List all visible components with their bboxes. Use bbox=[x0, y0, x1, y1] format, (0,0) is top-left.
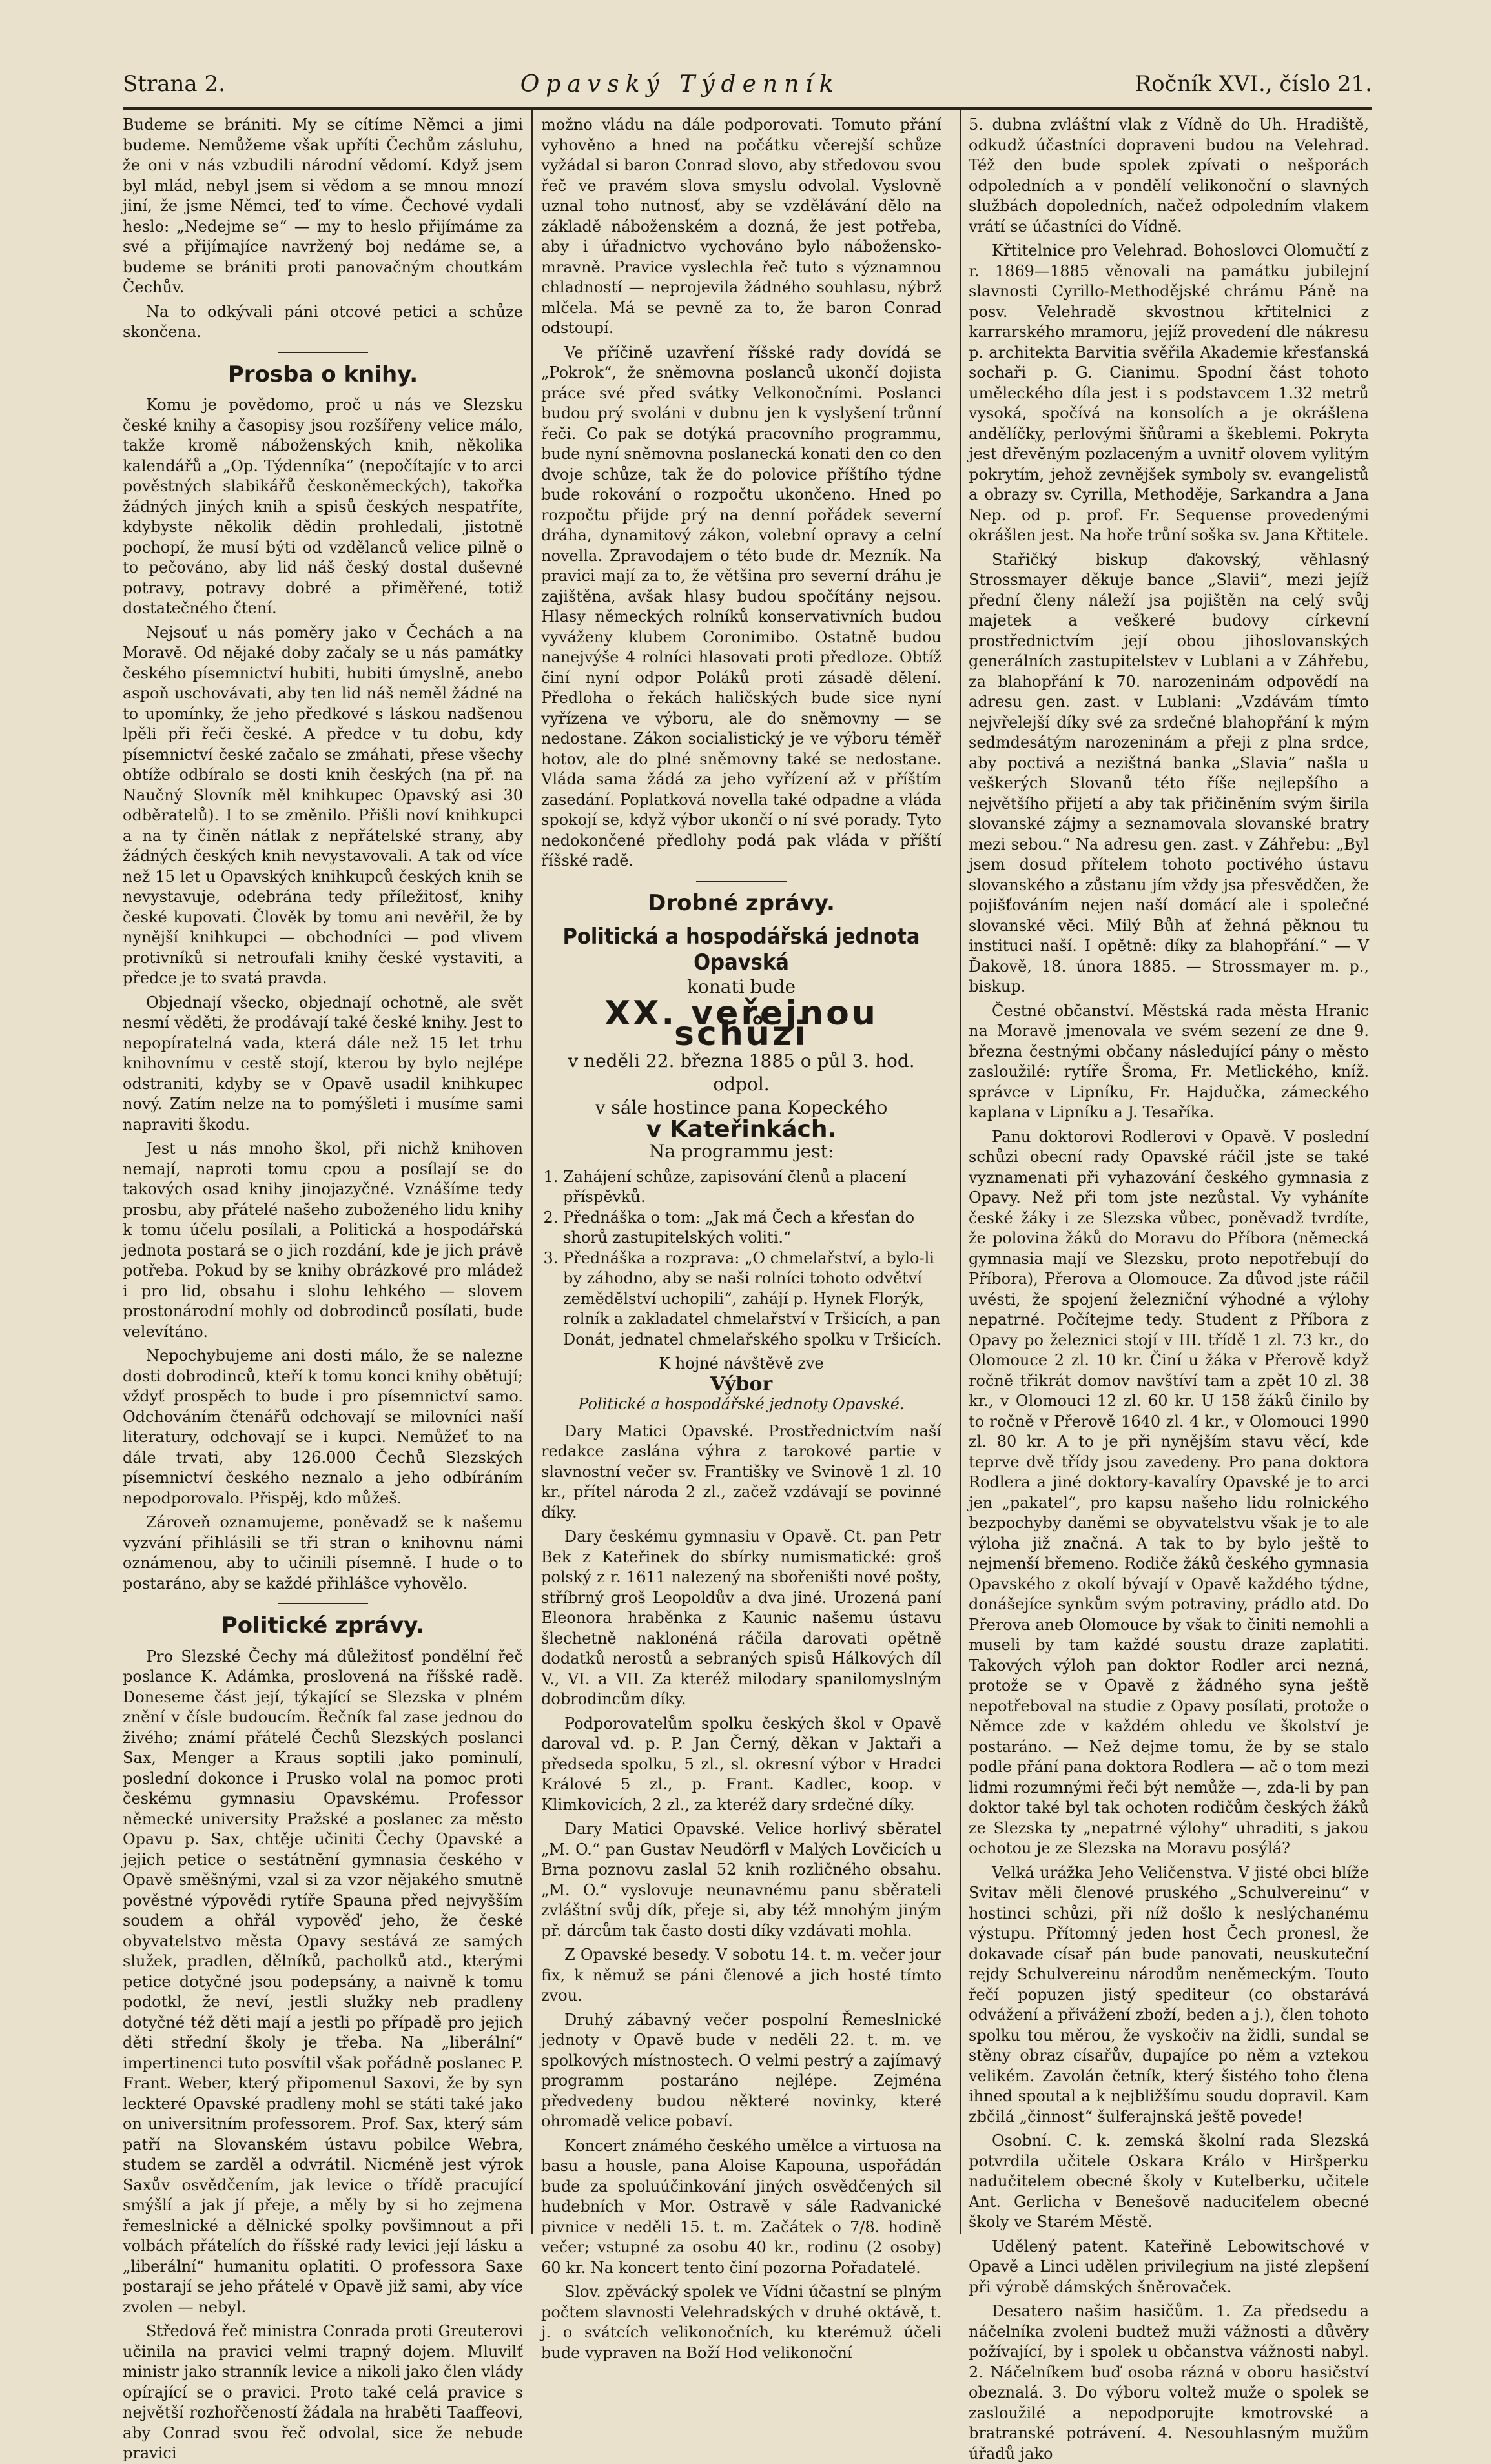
meeting-announcement bbox=[541, 924, 941, 1415]
column-1 bbox=[123, 115, 523, 2462]
section-heading-politicke: Politické zprávy. bbox=[221, 1613, 425, 1638]
column-2 bbox=[541, 115, 941, 2362]
article-paragraph: Budeme se brániti. My se cítíme Němci a jimi budeme. Nemůžeme však upříti Čechům zásluhu, že oni v nás vzbudili národní vědomí. Když jsem byl mlád, nebyl jsem si vědom a se mnou mnozí jiní, že jsme Němci, teď to víme. Čechové vydali heslo: „Nedejme se“ — my to heslo přijímáme za své a přijímajíce navržený boj nedáme se, a budeme se brániti proti panovačným choutkám Čechův. bbox=[123, 116, 523, 296]
announcement-date: v neděli 22. března 1885 o půl 3. hod. odpol. bbox=[568, 1050, 915, 1095]
article-paragraph: Komu je povědomo, proč u nás ve Slezsku české knihy a časopisy jsou rozšířeny velice málo, takže kromě náboženských knih, několika kalendářů a „Op. Týdenníka“ (nepočítajíc v to arci pověstných slabikářů českoněmeckých), takořka žádných jiných knih a spisů českých nespatříte, kdybyste několik dědin prohledali, jistotně pochopí, že musí býti od vzdělanců velice pilně o to pečováno, aby lid náš český dostal duševné potravy, potravy dobré a přiměřené, totiž dostatečného čtení. bbox=[123, 396, 523, 617]
section-divider bbox=[278, 352, 368, 353]
list-item: 1. Zahájení schůze, zapisování členů a placení příspěvků. bbox=[563, 1167, 941, 1208]
column-divider-1 bbox=[531, 110, 533, 2234]
column-3 bbox=[969, 115, 1369, 2463]
page-number: Strana 2. bbox=[123, 71, 225, 97]
issue-info: Ročník XVI., číslo 21. bbox=[1135, 71, 1372, 97]
news-item: 5. dubna zvláštní vlak z Vídně do Uh. Hradiště, odkudž účastníci dopraveni budou na Velehrad. Též den bude spolek zpívati o nešporách odpoledních a v pondělí velikonoční o slavných službách dopoledních, načež odpoledním vlakem vrátí se účastníci do Vídně. bbox=[969, 116, 1369, 236]
article-paragraph: Zároveň oznamujeme, poněvadž se k našemu vyzvání přihlásili se tři stran o knihovnu námi oznámenou, aby to učinili písemně. I hude o to postaráno, aby se každé přihlášce vyhovělo. bbox=[123, 1513, 523, 1593]
announcement-place: v Kateřinkách. bbox=[646, 1116, 837, 1143]
list-item: 3. Přednáška a rozprava: „O chmelařství, a bylo-li by záhodno, aby se naši rolníci tohoto odvětví zemědělství uchopili“, zahájí p. Hynek Florýk, rolník a zakladatel chmelařství v Tršicích, a pan Donát, jednatel chmelařského spolku v Tršicích. bbox=[563, 1248, 941, 1350]
news-item: Osobní. C. k. zemská školní rada Slezská potvrdila učitele Oskara Králo v Hiršperku nadučitelem obecné školy v Kutelberku, učitele Ant. Gerlicha v Benešově naduciťelem obecné školy ve Starém Městě. bbox=[969, 2132, 1369, 2231]
header-rule bbox=[123, 107, 1372, 110]
article-paragraph: Ve příčině uzavření říšské rady dovídá se „Pokrok“, že sněmovna poslanců ukončí dojista práce své před svátky Velkonočními. Poslanci budou prý svoláni v dubnu jen k vyslyšení trůnní řeči. Co pak se dotýká pracovního programmu, bude nyní sněmovna poslanecká konati den co den dvoje schůze, tak že do polovice příštího týdne bude rokování o rozpočtu ukončeno. Hned po rozpočtu přijde prý na denní pořádek severní dráha, dynamitový zákon, volební opravy a celní novella. Zpravodajem o této bude dr. Mezník. Na pravici mají za to, že většina pro severní dráhu je zajištěna, avšak hlasy budou spočítány nejsou. Hlasy německých rolníků konservativních budou vyváženy klubem Coronimibo. Ostatně budou nanejvýše 4 rolníci hlasovati proti předloze. Obtíž činí nyní odpor Poláků proti zásadě dělení. Předloha o řekách haličských bude sice nyní vyřízena ve výboru, ale do sněmovny — se nedostane. Zákon socialistický je ve výboru téměř hotov, ale do plné sněmovny také se nedostane. Vláda sama žádá za jeho vyřízení až v příštím zasedání. Poplatková novella také odpadne a vláda spokojí se, když výbor ukončí o ní své porady. Tyto nedokončené předlohy podá pak vláda v příští říšské radě. bbox=[541, 343, 941, 870]
news-item: Křtitelnice pro Velehrad. Bohoslovci Olomučtí z r. 1869—1885 věnovali na památku jubilejní slavnosti Cyrillo-Methodějské chrámu Páně na posv. Velehradě skvostnou křtitelnici z karrarského mramoru, jejíž provedení dle nákresu p. architekta Barvitia svěřila Akademie křesťanská sochaři p. G. Cianimu. Spodní část tohoto uměleckého díla jest i s podstavcem 1.32 metrů vysoká, spočívá na konsolích a je okrášlena andělíčky, perlovými šňůrami a škeblemi. Pokryta jest dřevěným pozlaceným a uvnitř olovem vylitým pokrytím, jehož zevnějšek symboly sv. evangelistů a obrazy sv. Cyrilla, Methoděje, Sarkandra a Jana Nep. od p. prof. Fr. Sequense provedenými okrášlen jest. Na hoře trůní soška sv. Jana Křtitele. bbox=[969, 241, 1369, 544]
announcement-signature-org: Politické a hospodářské jednoty Opavské. bbox=[578, 1395, 905, 1413]
section-heading-prosba: Prosba o knihy. bbox=[227, 361, 418, 387]
announcement-venue: v sále hostince pana Kopeckého bbox=[595, 1097, 888, 1118]
news-item: Dary Matici Opavské. Velice horlivý sběratel „M. O.“ pan Gustav Neudörfl v Malých Lovčicích u Brna poznovu zaslal 52 knih rozličného obsahu. „M. O.“ vyslovuje neunavnému panu sběrateli zvláštní svůj dík, přeje si, aby též mnohým jiným př. dárcům tak často dosti díky vzdávati mohla. bbox=[541, 1820, 941, 1940]
announcement-text: konati bude bbox=[686, 976, 796, 997]
page-header bbox=[123, 65, 1372, 103]
article-paragraph: Pro Slezské Čechy má důležitosť pondělní řeč poslance K. Adámka, proslovená na říšské radě. Doneseme část její, týkající se Slezska v plném znění v čísle budoucím. Řečník fal zase jednou do živého; známí přátelé Čechů Slezských poslanci Sax, Menger a Kraus soptili jako pominulí, poslední dokonce i Prusko volal na pomoc proti českému gymnasiu Opavskému. Professor německé university Pražské a poslanec za město Opavu p. Sax, chtěje učiniti Čechy Opavské a jejich petice o sestátnění gymnasia českého v Opavě směšnými, vzal si za vzor nějakého smutně pověstné výpovědi rytíře Spauna před nejvyšším soudem a ohřál vypověď jeho, že české obyvatelstvo města Opavy sestává ze samých služek, pradlen, dělníků, pacholků atd., kterými petice dotyčné jsou podepsány, a naivně k tomu podotkl, že neví, jestli služky neb pradleny dotyčné též děti mají a jestli po případě pro jejich děti střední školy je třeba. Na „liberální“ impertinenci tuto posvítil však pořádně poslanec P. Frant. Weber, který připomenul Saxovi, že by syn leckteré Opavské pradleny mohl se státi také jako on universitním professorem. Prof. Sax, který sám patří na Slovanském ústavu pobilce Webra, studem se zarděl a odvrátil. Nicméně jest výrok Saxův osvědčením, jak levice o třídě pracující smýšlí a jak jí přeje, a měly by si ho zejmena řemeslnické a dělnické spolky povšimnout a při volbách přátelích do říšské rady levici její lásku a „liberální“ humanitu oplatiti. O professora Saxe postarají se jeho přátelé v Opavě již sami, aby více zvolen — nebyl. bbox=[123, 1647, 523, 2316]
news-item: Panu doktorovi Rodlerovi v Opavě. V poslední schůzi obecní rady Opavské ráčil jste se také vyznamenati při vyhazování českého gymnasia z Opavy. Než při tom jste nezůstal. Vy vyháníte české žáky i ze Slezska vůbec, poněvadž tvrdíte, že polovina žáků do Moravu do Příbora (německá gymnasia mají ve Slezsku, proto nepotřebují do Příbora), Přerova a Olomouce. Za důvod jste ráčil uvésti, že spojení železniční výhodné a výlohy nepatrné. Počítejme tedy. Student z Příbora z Opavy po železnici stojí v III. třídě 1 zl. 73 kr., do Olomouce 2 zl. 10 kr. Činí u žáka v Přerově když ročně třikrát domov navštíví tam a zpět 10 zl. 38 kr., v Olomouci 12 zl. 60 kr. U 158 žáků činilo by to ročně v Přerově 1640 zl. 4 kr., v Olomouci 1990 zl. 80 kr. A to je při nynějším stavu věcí, kde teprve dvě třídy jsou zavedeny. Pro pana doktora Rodlera a jiné doktory-kavalíry Opavské je to arci jen „pakatel“, pro kapsu našeho lidu rolnického bezpochyby daněmi se obyvatelstvu však je to ale výloha již značná. A tak to by bylo ještě to nejmenší břemeno. Rodiče žáků českého gymnasia Opavského z okolí bývají v Opavě každého týdne, donášejíce synkům svým potraviny, prádlo atd. Do Přerova aneb Olomouce by však to činiti nemohli a museli by tam každé soustu draze zaplatiti. Takových výloh pan doktor Rodler arci nezná, protože se v Opavě z žádného syna ještě nepotřeboval na studie z Opavy posílati, protože o Němce zde v každém ohledu ve školství je postaráno. — Než dejme tomu, že by se stalo podle přání pana doktora Rodlera — ač o tom mezi lidmi rozumnými řeči být nemůže —, zda-li by pan doktor také byl tak ochoten rodičům českých žáků ze Slezska ty „nepatrné výlohy“ uhraditi, s jakou ochotou je ze Slezska na Moravu posýlá? bbox=[969, 1127, 1369, 1857]
programme-heading: Na programmu jest: bbox=[648, 1140, 834, 1162]
article-paragraph: Středová řeč ministra Conrada proti Greuterovi učinila na pravici velmi trapný dojem. Mluvilť ministr jako stranník levice a nikoli jako člen vlády opírající se o pravici. Proto také celá pravice s největší rozhořčeností žádala na hraběti Taaffeovi, aby Conrad svou řeč odvolal, sice že nebude pravici bbox=[123, 2322, 523, 2462]
article-paragraph: možno vládu na dále podporovati. Tomuto přání vyhověno a hned na počátku včerejší schůze vyžádal si baron Conrad slovo, aby středovou svou řeč ve pravém slova smyslu odvolal. Vyslovně uznal toho nutnosť, aby se vzdělávání dělo na základě náboženském a dozná, že jest potřeba, aby i úřadnictvo vychováno bylo nábožensko-mravně. Pravice vyslechla řeč tuto s významnou chladností — neprojevila žádného souhlasu, nýbrž mlčela. Má se pevně za to, že baron Conrad odstoupí. bbox=[541, 116, 941, 337]
news-item: Stařičký biskup ďakovský, věhlasný Strossmayer děkuje bance „Slavii“, mezi jejíž přední členy náleží jsa pojištěn na celý svůj majetek a veškeré budovy církevní prostřednictvím její obou jihoslovanských generálních zastupitelstev v Lublani a v Záhřebu, za blahopřání k 70. narozeninám odpovědí na adresu gen. zast. v Lublani: „Vzdávám tímto nejvřelejší díky své za srdečné blahopřání k mým sedmdesátým narozeninám a přeji z plna srdce, aby poctivá a nezištná banka „Slavia“ našla u veškerých Slovanů této říše nejlepšího a největšího přijetí a aby tak přičiněním svým širila slovanské zájmy a seznamovala slovanské bratry mezi sebou.“ Na adresu gen. zast. v Záhřebu: „Byl jsem dosud přítelem tohoto poctivého ústavu slovanského a zůstanu jím vždy jsa přesvědčen, že pojišťováním nejen naší domácí ale i společné slovanské věci. Milý Bůh ať žehná pěknou tu instituci naší. I opětně: díky za blahopřání.“ — V Ďakově, 18. února 1885. — Strossmayer m. p., biskup. bbox=[969, 550, 1369, 995]
list-item: 2. Přednáška o tom: „Jak má Čech a křesťan do shorů zastupitelských voliti.“ bbox=[563, 1208, 941, 1248]
news-item: Dary českému gymnasiu v Opavě. Ct. pan Petr Bek z Kateřinek do sbírky numismatické: groš polský z r. 1611 nalezený na sbořeništi nové pošty, stříbrný groš Leopoldův a dva jiné. Urozená paní Eleonora hraběnka z Kaunic našemu ústavu šlechetně naklonéná ráčila darovati opětně dodatků nerostů a sebraných spisů Hálkových díl V., VI. a VII. Za kteréž milodary spanilomyslným dobrodincům díky. bbox=[541, 1527, 941, 1708]
news-item: Čestné občanství. Městská rada města Hranic na Moravě jmenovala ve svém sezení ze dne 9. března čestnými občany následující pány o město zasloužilé: rytíře Šroma, Fr. Metlického, kníž. správce v Lipníku, Fr. Hajdučka, zámeckého kaplana v Lipníku a J. Tesaříka. bbox=[969, 1001, 1369, 1121]
announcement-headline: XX. veřejnou schůzi bbox=[604, 994, 878, 1054]
newspaper-title: Opavský Týdenník bbox=[520, 70, 840, 97]
announcement-signature: Výbor bbox=[710, 1372, 773, 1396]
news-item: Desatero našim hasičům. 1. Za předsedu a náčelníka zvoleni budtež muži vážnosti a důvěry požívající, by i spolek u občanstva vážnosti nabyl. 2. Náčelníkem buď osoba rázná v oboru hasičství obeznalá. 3. Do výboru voltež muže o spolek se zasloužilé a nepodporujte kmotrovské a bratranské potrávení. 4. Nesouhlasným mužům úřadů jako bbox=[969, 2302, 1369, 2463]
news-item: Koncert známého českého umělce a virtuosa na basu a housle, pana Aloise Kapouna, uspořádán bude za spoluúčinkování jiných osvědčených sil hudebních v Mor. Ostravě v sále Radvanické pivnice v neděli 15. t. m. Začátek o 7/8. hodině večer; vstupné za osobu 40 kr., rodinu (2 osoby) 60 kr. Na koncert tento činí pozorna Pořadatelé. bbox=[541, 2136, 941, 2277]
section-divider bbox=[278, 1603, 368, 1604]
programme-list bbox=[541, 1167, 941, 1350]
news-item: Velká urážka Jeho Veličenstva. V jisté obci blíže Svitav měli členové pruského „Schulvereinu“ v hostinci schůzi, při níž došlo k neslýchanému výstupu. Přítomný jeden host Čech pronesl, že dokavade císař pán bude panovati, neuskuteční rejdy Schulvereinu národům neněmeckým. Touto řečí popuzen jistý spediteur (co obstarává odvážení a přivážení zboží, beden a j.), člen tohoto spolku tou měrou, že vyskočiv na židli, sundal se stěny obraz císařův, dupajíce po něm a vztekou velikém. Zavolán četník, který šistého toho člena ihned spoutal a k nejbližšímu soudu dopravil. Kam zbčilá „činnost“ šulferajnská ještě povede! bbox=[969, 1863, 1369, 2126]
news-item: Podporovatelům spolku českých škol v Opavě daroval vd. p. P. Jan Černý, děkan v Jaktaři a předseda spolku, 5 zl., sl. okresní výbor v Hradci Králové 5 zl., p. Frant. Kadlec, koop. v Klimkovicích, 2 zl., za kteréž dary srdečné díky. bbox=[541, 1714, 941, 1814]
article-paragraph: Jest u nás mnoho škol, při nichž knihoven nemají, naproti tomu cpou a posílají se do takových osad knihy jinojazyčné. Vznášíme tedy prosbu, aby přátelé našeho zuboženého lidu knihy k tomu účelu posílali, a Politická a hospodářská jednota postará se o jich rozdání, kde je jich právě potřeba. Pokud by se knihy obrázkové pro mládež i pro lid, obsahu i slohu lehkého — slovem prostonárodní mohly od dobrodinců posílati, bude velevítáno. bbox=[123, 1139, 523, 1341]
announcement-organizer: Politická a hospodářská jednota Opavská bbox=[562, 924, 920, 975]
column-divider-2 bbox=[960, 110, 961, 2234]
news-item: Druhý zábavný večer pospolní Řemeslnické jednoty v Opavě bude v neděli 22. t. m. ve spolkových místnostech. O velmi pestrý a zajímavý programm postaráno nejlépe. Zejména předvedeny budou některé novinky, které ohromadě velice pobaví. bbox=[541, 2010, 941, 2130]
article-paragraph: Nepochybujeme ani dosti málo, že se nalezne dosti dobrodinců, kteří k tomu konci knihy obětují; vždyť prospěch to bude i pro písemnictví samo. Odchováním čtenářů odchovají se milovníci naší literatury, odchovají se i kupci. Nemůžeť to na dále trvati, aby 126.000 Čechů Slezských písemnictví českého neznalo a jeho odbíráním nepodporovalo. Přispěj, kdo můžeš. bbox=[123, 1347, 523, 1507]
article-paragraph: Na to odkývali páni otcové petici a schůze skončena. bbox=[123, 302, 523, 341]
announcement-invite: K hojné návštěvě zve bbox=[659, 1354, 824, 1372]
news-item: Slov. zpěvácký spolek ve Vídni účastní se plným počtem slavnosti Velehradských v druhé oktávě, t. j. o svátcích velikonočních, ku kterémuž účeli bude vypraven na Boží Hod velikonoční bbox=[541, 2283, 941, 2362]
news-item: Z Opavské besedy. V sobotu 14. t. m. večer jour fix, k němuž se páni členové a jich hosté tímto zvou. bbox=[541, 1946, 941, 2004]
article-paragraph: Objednají všecko, objednají ochotně, ale svět nesmí věděti, že prodávají také české knihy. Jest to nepopíratelná vada, která dále než 15 let trhu knihovnímu v cestě stojí, kterou by bylo nejlépe odstraniti, kdyby se v Opavě usadil knihkupec nový. Zatím nelze na to pomýšleti i musíme sami napraviti škodu. bbox=[123, 993, 523, 1134]
news-item: Udělený patent. Kateřině Lebowitschové v Opavě a Linci udělen privilegium na jisté zlepšení při výrobě dámských šněrovaček. bbox=[969, 2237, 1369, 2296]
article-paragraph: Nejsouť u nás poměry jako v Čechách a na Moravě. Od nějaké doby začaly se u nás památky českého písemnictví hubiti, hubiti úmyslně, anebo aspoň uschovávati, aby ten lid náš neměl žádné na to upomínky, že jeho předkové s láskou nadšenou lpěli při řeči české. A předce v tu dobu, kdy písemnictví české začalo se zmáhati, přese všechy obtíže odbíralo se dosti knih českých (na př. na Naučný Slovník měl knihkupec Opavský asi 30 odběratelů). I to se změnilo. Přišli noví knihkupci a na ty činěn nátlak z nepřátelské strany, aby žádných českých knih nevystavovali. A tak od více než 15 let u Opavských knihkupců českých knih se nevystavuje, odebrána tedy příležitosť, knihy české kupovati. Člověk by tomu ani nevěřil, že by nynější knihkupci — obchodníci — pod vlivem protivníků si netroufali knihy české vystaviti, a předce je to svatá pravda. bbox=[123, 623, 523, 987]
section-divider bbox=[696, 881, 787, 882]
news-item: Dary Matici Opavské. Prostřednictvím naší redakce zaslána výhra z tarokové partie v slavnostní večer sv. Františky ve Svinově 1 zl. 10 kr., přítel národa 2 zl., začež vzdávají se povinné díky. bbox=[541, 1421, 941, 1522]
section-heading-drobne: Drobné zprávy. bbox=[648, 890, 835, 916]
